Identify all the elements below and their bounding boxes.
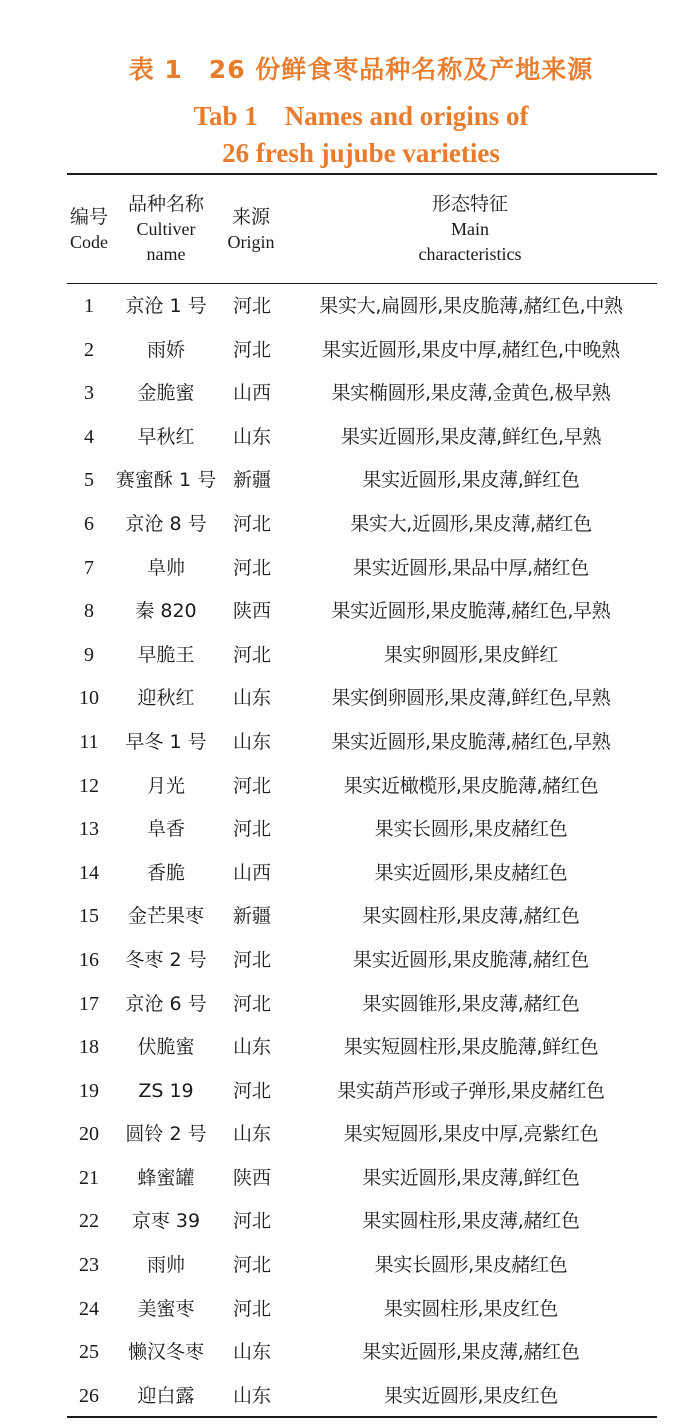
cell-characteristics: 果实近橄榄形,果皮脆薄,赭红色 bbox=[343, 774, 599, 797]
header-code-en: Code bbox=[70, 232, 108, 252]
cell-code: 5 bbox=[84, 469, 94, 492]
cell-name: 金脆蜜 bbox=[137, 382, 195, 405]
cell-origin: 河北 bbox=[232, 338, 271, 361]
cell-characteristics: 果实圆柱形,果皮薄,赭红色 bbox=[362, 1210, 580, 1233]
cell-name: 懒汉冬枣 bbox=[127, 1341, 204, 1364]
cell-code: 21 bbox=[79, 1166, 99, 1189]
cell-code: 15 bbox=[79, 905, 99, 928]
table-row bbox=[0, 721, 700, 765]
table-row bbox=[0, 372, 700, 416]
cell-name: 蜂蜜罐 bbox=[137, 1166, 195, 1189]
table-row bbox=[0, 1070, 700, 1114]
cell-name: 秦 820 bbox=[135, 600, 197, 623]
header-characteristics bbox=[288, 192, 652, 267]
cell-characteristics: 果实倒卵圆形,果皮薄,鲜红色,早熟 bbox=[331, 687, 611, 710]
cell-origin: 山东 bbox=[232, 687, 271, 710]
cell-name: 早脆王 bbox=[137, 643, 195, 666]
header-char-en1: Main bbox=[451, 219, 489, 239]
cell-name: 香脆 bbox=[146, 861, 185, 884]
table-top-rule bbox=[67, 173, 657, 175]
cell-name: 阜香 bbox=[146, 818, 185, 841]
cell-characteristics: 果实短圆形,果皮中厚,亮紫红色 bbox=[343, 1123, 599, 1146]
table-body bbox=[0, 285, 700, 1418]
cell-code: 3 bbox=[84, 382, 94, 405]
header-name bbox=[112, 192, 220, 267]
header-origin bbox=[222, 205, 280, 255]
cell-name: 赛蜜酥 1 号 bbox=[115, 469, 217, 492]
cell-name: 京沧 6 号 bbox=[125, 992, 207, 1015]
cell-characteristics: 果实近圆形,果皮脆薄,赭红色,早熟 bbox=[331, 730, 611, 753]
cell-code: 6 bbox=[84, 512, 94, 535]
table-row bbox=[0, 765, 700, 809]
cell-name: 京沧 1 号 bbox=[125, 295, 207, 317]
cell-code: 26 bbox=[79, 1384, 99, 1407]
table-row bbox=[0, 677, 700, 721]
cell-characteristics: 果实大,扁圆形,果皮脆薄,赭红色,中熟 bbox=[319, 295, 623, 317]
cell-origin: 河北 bbox=[232, 992, 271, 1015]
cell-origin: 新疆 bbox=[232, 469, 271, 492]
table-row bbox=[0, 547, 700, 591]
table-row bbox=[0, 416, 700, 460]
cell-name: 月光 bbox=[146, 774, 185, 797]
cell-origin: 河北 bbox=[232, 1210, 271, 1233]
cell-code: 9 bbox=[84, 643, 94, 666]
cell-name: 阜帅 bbox=[146, 556, 185, 579]
cell-name: ZS 19 bbox=[138, 1079, 194, 1102]
cell-code: 23 bbox=[79, 1254, 99, 1277]
table-row bbox=[0, 1026, 700, 1070]
cell-origin: 山东 bbox=[232, 1341, 271, 1364]
table-row bbox=[0, 1113, 700, 1157]
cell-origin: 河北 bbox=[232, 295, 271, 317]
table-bottom-rule bbox=[67, 1416, 657, 1418]
cell-characteristics: 果实椭圆形,果皮薄,金黄色,极早熟 bbox=[331, 382, 611, 405]
cell-code: 19 bbox=[79, 1079, 99, 1102]
table-row bbox=[0, 1200, 700, 1244]
table-row bbox=[0, 852, 700, 896]
cell-code: 24 bbox=[79, 1297, 99, 1320]
cell-characteristics: 果实圆锥形,果皮薄,赭红色 bbox=[362, 992, 580, 1015]
table-row bbox=[0, 808, 700, 852]
table-row bbox=[0, 895, 700, 939]
table-row bbox=[0, 939, 700, 983]
cell-code: 13 bbox=[79, 818, 99, 841]
cell-characteristics: 果实圆柱形,果皮红色 bbox=[383, 1297, 559, 1320]
cell-name: 圆铃 2 号 bbox=[125, 1123, 207, 1146]
cell-origin: 河北 bbox=[232, 512, 271, 535]
header-origin-cn: 来源 bbox=[231, 206, 270, 228]
header-origin-en: Origin bbox=[227, 232, 275, 252]
cell-origin: 陕西 bbox=[232, 600, 271, 623]
cell-origin: 山东 bbox=[232, 1036, 271, 1059]
header-name-en2: name bbox=[146, 244, 186, 264]
table-title-english-line1: Tab 1 Names and origins of bbox=[193, 101, 529, 131]
cell-origin: 河北 bbox=[232, 774, 271, 797]
cell-code: 16 bbox=[79, 948, 99, 971]
table-row bbox=[0, 1157, 700, 1201]
table-header-rule bbox=[67, 283, 657, 284]
cell-origin: 河北 bbox=[232, 1079, 271, 1102]
table-row bbox=[0, 983, 700, 1027]
cell-code: 8 bbox=[84, 600, 94, 623]
table-row bbox=[0, 634, 700, 678]
cell-characteristics: 果实大,近圆形,果皮薄,赭红色 bbox=[350, 512, 592, 535]
cell-origin: 山东 bbox=[232, 1384, 271, 1407]
cell-code: 18 bbox=[79, 1036, 99, 1059]
table-row bbox=[0, 1288, 700, 1332]
table-title-chinese: 表 1 26 份鲜食枣品种名称及产地来源 bbox=[128, 55, 594, 84]
table-row bbox=[0, 1331, 700, 1375]
cell-characteristics: 果实近圆形,果皮薄,鲜红色,早熟 bbox=[340, 425, 602, 448]
cell-origin: 河北 bbox=[232, 948, 271, 971]
cell-characteristics: 果实长圆形,果皮赭红色 bbox=[374, 1254, 568, 1277]
table-row bbox=[0, 329, 700, 373]
cell-characteristics: 果实近圆形,果皮薄,鲜红色 bbox=[362, 469, 580, 492]
cell-origin: 山东 bbox=[232, 1123, 271, 1146]
cell-characteristics: 果实葫芦形或子弹形,果皮赭红色 bbox=[337, 1079, 605, 1102]
cell-name: 美蜜枣 bbox=[137, 1297, 195, 1320]
header-code bbox=[64, 205, 114, 255]
cell-origin: 河北 bbox=[232, 556, 271, 579]
cell-name: 早冬 1 号 bbox=[125, 730, 207, 753]
cell-origin: 河北 bbox=[232, 1297, 271, 1320]
cell-origin: 山西 bbox=[232, 861, 271, 884]
table-row bbox=[0, 503, 700, 547]
cell-origin: 河北 bbox=[232, 818, 271, 841]
cell-origin: 河北 bbox=[232, 1254, 271, 1277]
cell-code: 7 bbox=[84, 556, 94, 579]
cell-code: 17 bbox=[79, 992, 99, 1015]
cell-characteristics: 果实圆柱形,果皮薄,赭红色 bbox=[362, 905, 580, 928]
header-name-cn: 品种名称 bbox=[127, 193, 204, 215]
cell-origin: 陕西 bbox=[232, 1166, 271, 1189]
cell-code: 12 bbox=[79, 774, 99, 797]
cell-characteristics: 果实卵圆形,果皮鲜红 bbox=[383, 643, 559, 666]
header-code-cn: 编号 bbox=[69, 206, 108, 228]
cell-characteristics: 果实近圆形,果皮脆薄,赭红色 bbox=[353, 948, 589, 971]
header-name-en1: Cultiver bbox=[136, 219, 196, 239]
cell-origin: 河北 bbox=[232, 643, 271, 666]
cell-origin: 山东 bbox=[232, 730, 271, 753]
cell-name: 雨帅 bbox=[146, 1254, 185, 1277]
cell-code: 14 bbox=[79, 861, 99, 884]
cell-code: 4 bbox=[84, 425, 94, 448]
table-row bbox=[0, 285, 700, 329]
cell-characteristics: 果实近圆形,果皮薄,赭红色 bbox=[362, 1341, 580, 1364]
cell-characteristics: 果实近圆形,果品中厚,赭红色 bbox=[353, 556, 589, 579]
cell-characteristics: 果实近圆形,果皮薄,鲜红色 bbox=[362, 1166, 580, 1189]
cell-characteristics: 果实近圆形,果皮红色 bbox=[383, 1384, 559, 1407]
table-row bbox=[0, 1375, 700, 1419]
cell-characteristics: 果实近圆形,果皮中厚,赭红色,中晚熟 bbox=[322, 338, 620, 361]
cell-characteristics: 果实近圆形,果皮赭红色 bbox=[374, 861, 568, 884]
cell-code: 25 bbox=[79, 1341, 99, 1364]
cell-origin: 山西 bbox=[232, 382, 271, 405]
cell-code: 1 bbox=[84, 295, 94, 317]
cell-code: 10 bbox=[79, 687, 99, 710]
cell-name: 伏脆蜜 bbox=[137, 1036, 195, 1059]
cell-name: 京沧 8 号 bbox=[125, 512, 207, 535]
cell-characteristics: 果实近圆形,果皮脆薄,赭红色,早熟 bbox=[331, 600, 611, 623]
header-char-cn: 形态特征 bbox=[431, 193, 508, 215]
cell-code: 22 bbox=[79, 1210, 99, 1233]
cell-characteristics: 果实短圆柱形,果皮脆薄,鲜红色 bbox=[343, 1036, 599, 1059]
cell-code: 2 bbox=[84, 338, 94, 361]
table-title-english-line2: 26 fresh jujube varieties bbox=[222, 138, 500, 168]
table-row bbox=[0, 459, 700, 503]
cell-name: 迎秋红 bbox=[137, 687, 195, 710]
cell-origin: 新疆 bbox=[232, 905, 271, 928]
table-row bbox=[0, 1244, 700, 1288]
header-char-en2: characteristics bbox=[418, 244, 522, 264]
cell-name: 冬枣 2 号 bbox=[125, 948, 207, 971]
table-row bbox=[0, 590, 700, 634]
cell-characteristics: 果实长圆形,果皮赭红色 bbox=[374, 818, 568, 841]
cell-code: 11 bbox=[79, 730, 99, 753]
cell-name: 雨娇 bbox=[146, 338, 185, 361]
cell-name: 金芒果枣 bbox=[127, 905, 204, 928]
cell-name: 迎白露 bbox=[137, 1384, 195, 1407]
cell-origin: 山东 bbox=[232, 425, 271, 448]
cell-code: 20 bbox=[79, 1123, 99, 1146]
cell-name: 京枣 39 bbox=[131, 1210, 201, 1233]
cell-name: 早秋红 bbox=[137, 425, 195, 448]
